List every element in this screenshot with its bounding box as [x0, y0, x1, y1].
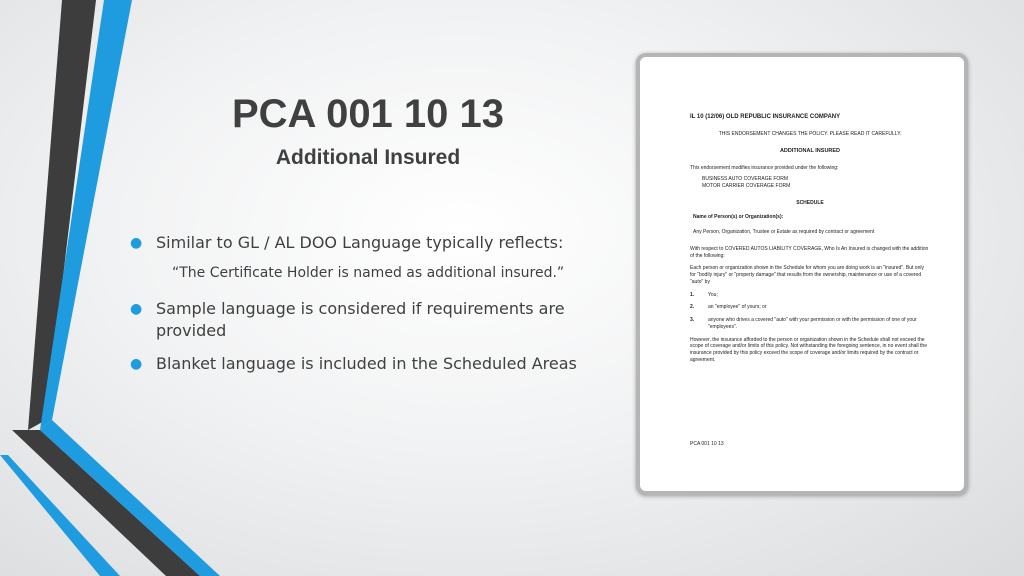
doc-schedule-title: SCHEDULE: [796, 199, 824, 206]
doc-list-item: [690, 317, 930, 331]
doc-list-item: [690, 292, 930, 299]
bullet-text: Sample language is considered if requirements are provided: [156, 298, 565, 341]
slide-subtitle: Additional Insured: [275, 146, 461, 169]
doc-list-item: [690, 304, 930, 311]
doc-each-person-text: Each person or organization shown in the Schedule for whom you are doing work is an "insured". But only for "bodily injury" or "property damage" that results from the ownership, maintenance or use of a covered "auto" by: [690, 265, 924, 285]
slide-title: PCA 001 10 13: [231, 92, 505, 136]
bullet-text: Similar to GL / AL DOO Language typically reflects:: [156, 233, 564, 252]
bullet-dot-icon: ●: [130, 355, 143, 372]
doc-item-text: an "employee" of yours; or: [708, 304, 767, 311]
doc-item-text: anyone who drives a covered "auto" with your permission or with the permission of one of your "employees".: [708, 317, 917, 330]
doc-name-label: Name of Person(s) or Organization(s):: [693, 214, 784, 221]
doc-item-number: 1.: [690, 291, 695, 298]
stripe-blue-lower: [40, 420, 220, 576]
title-block: [150, 92, 586, 170]
document-image-frame: [636, 53, 968, 495]
bullet-item: [130, 232, 580, 254]
doc-item-number: 2.: [690, 304, 695, 311]
doc-notice: THIS ENDORSEMENT CHANGES THE POLICY. PLEASE READ IT CAREFULLY.: [718, 131, 902, 138]
doc-respect-text: With respect to COVERED AUTOS LIABILITY COVERAGE, Who Is An Insured is changed with the addition of the following:: [690, 245, 929, 259]
doc-name-value: Any Person, Organization, Trustee or Estate as required by contract or agreement: [693, 229, 875, 236]
doc-however-text: However, the insurance afforded to the person or organization shown in the Schedule shall not exceed the scope of coverage and/or limits of this policy. Not withstanding the foregoing sentence, in no event shall the insurance provided by this policy exceed the scope of coverage and/or limits required by the contract or agreement.: [690, 336, 927, 363]
bullet-text: Blanket language is included in the Scheduled Areas: [156, 353, 577, 373]
doc-modifies: This endorsement modifies insurance provided under the following:: [690, 165, 839, 172]
doc-item-number: 3.: [690, 317, 695, 324]
quote-text: “The Certificate Holder is named as additional insured.”: [172, 265, 565, 282]
doc-form: MOTOR CARRIER COVERAGE FORM: [702, 182, 791, 189]
bullet-list: [130, 232, 580, 385]
bullet-dot-icon: ●: [130, 300, 143, 317]
doc-item-text: You;: [708, 291, 718, 298]
bullet-dot-icon: ●: [130, 235, 143, 251]
bullet-item: [130, 353, 580, 375]
doc-footer: PCA 001 10 13: [690, 441, 724, 447]
doc-form: BUSINESS AUTO COVERAGE FORM: [702, 176, 789, 183]
endorsement-document: [690, 113, 930, 364]
doc-header: IL 10 (12/06) OLD REPUBLIC INSURANCE COMPANY: [690, 114, 841, 120]
bullet-item: [130, 298, 580, 343]
doc-heading: ADDITIONAL INSURED: [779, 147, 841, 154]
